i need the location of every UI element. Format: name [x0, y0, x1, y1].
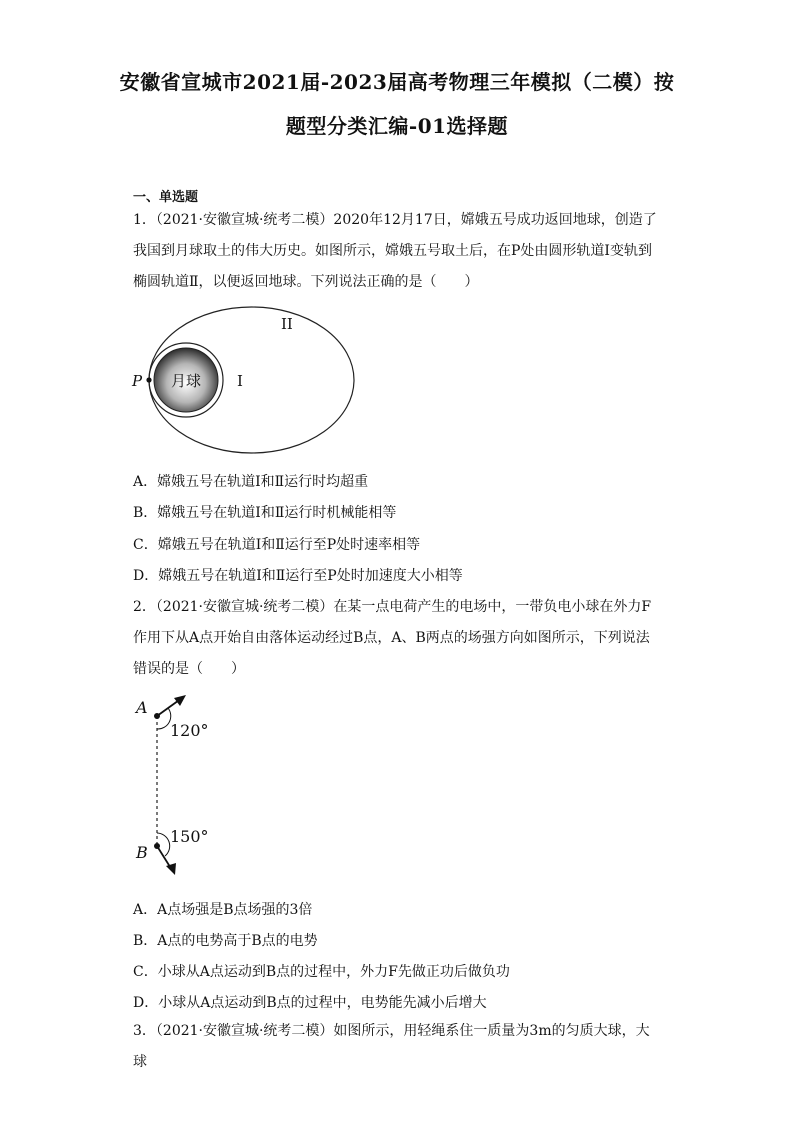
point-a-dot	[154, 713, 160, 719]
point-a-label: A	[136, 698, 148, 717]
question-2-option-a: A．A点场强是B点场强的3倍	[133, 902, 313, 918]
point-p-label: P	[132, 372, 143, 390]
orbit-1-label: I	[237, 372, 243, 390]
question-1-option-a: A．嫦娥五号在轨道Ⅰ和Ⅱ运行时均超重	[133, 474, 369, 490]
question-2-field-figure	[128, 690, 228, 880]
angle-a-label: 120°	[170, 721, 209, 740]
question-1-option-b: B．嫦娥五号在轨道Ⅰ和Ⅱ运行时机械能相等	[133, 505, 397, 521]
section-heading: 一、单选题	[133, 190, 199, 205]
field-b-arrowhead	[166, 863, 176, 875]
field-a-arrowhead	[174, 695, 186, 706]
question-2-option-c: C．小球从A点运动到B点的过程中，外力F先做正功后做负功	[133, 964, 510, 980]
question-1-orbit-figure	[128, 302, 364, 462]
orbit-2-label: II	[281, 315, 293, 333]
question-2-option-b: B．A点的电势高于B点的电势	[133, 933, 318, 949]
point-b-label: B	[136, 843, 148, 862]
point-p-dot	[146, 377, 151, 382]
document-title-line-1: 安徽省宣城市2021届-2023届高考物理三年模拟（二模）按	[119, 70, 675, 94]
question-2-text: 2．（2021·安徽宣城·统考二模）在某一点电荷产生的电场中，一带负电小球在外力F作用下从A点开始自由落体运动经过B点，A、B两点的场强方向如图所示，下列说法错误的是（ ）	[133, 599, 652, 677]
question-2-option-d: D．小球从A点运动到B点的过程中，电势能先减小后增大	[133, 995, 487, 1011]
document-title-line-2: 题型分类汇编-01选择题	[285, 114, 509, 138]
question-3-text: 3．（2021·安徽宣城·统考二模）如图所示，用轻绳系住一质量为3m的匀质大球，大球	[133, 1023, 650, 1070]
question-1-option-c: C．嫦娥五号在轨道Ⅰ和Ⅱ运行至P处时速率相等	[133, 537, 421, 553]
question-1-option-d: D．嫦娥五号在轨道Ⅰ和Ⅱ运行至P处时加速度大小相等	[133, 568, 463, 584]
point-b-dot	[154, 843, 160, 849]
angle-b-label: 150°	[170, 827, 209, 846]
moon-label: 月球	[170, 372, 202, 390]
question-1-text: 1．（2021·安徽宣城·统考二模）2020年12月17日，嫦娥五号成功返回地球，创造了我国到月球取土的伟大历史。如图所示，嫦娥五号取土后，在P处由圆形轨道Ⅰ变轨到椭圆轨道Ⅱ，以便返回地球。下列说法正确的是（ ）	[133, 212, 657, 290]
